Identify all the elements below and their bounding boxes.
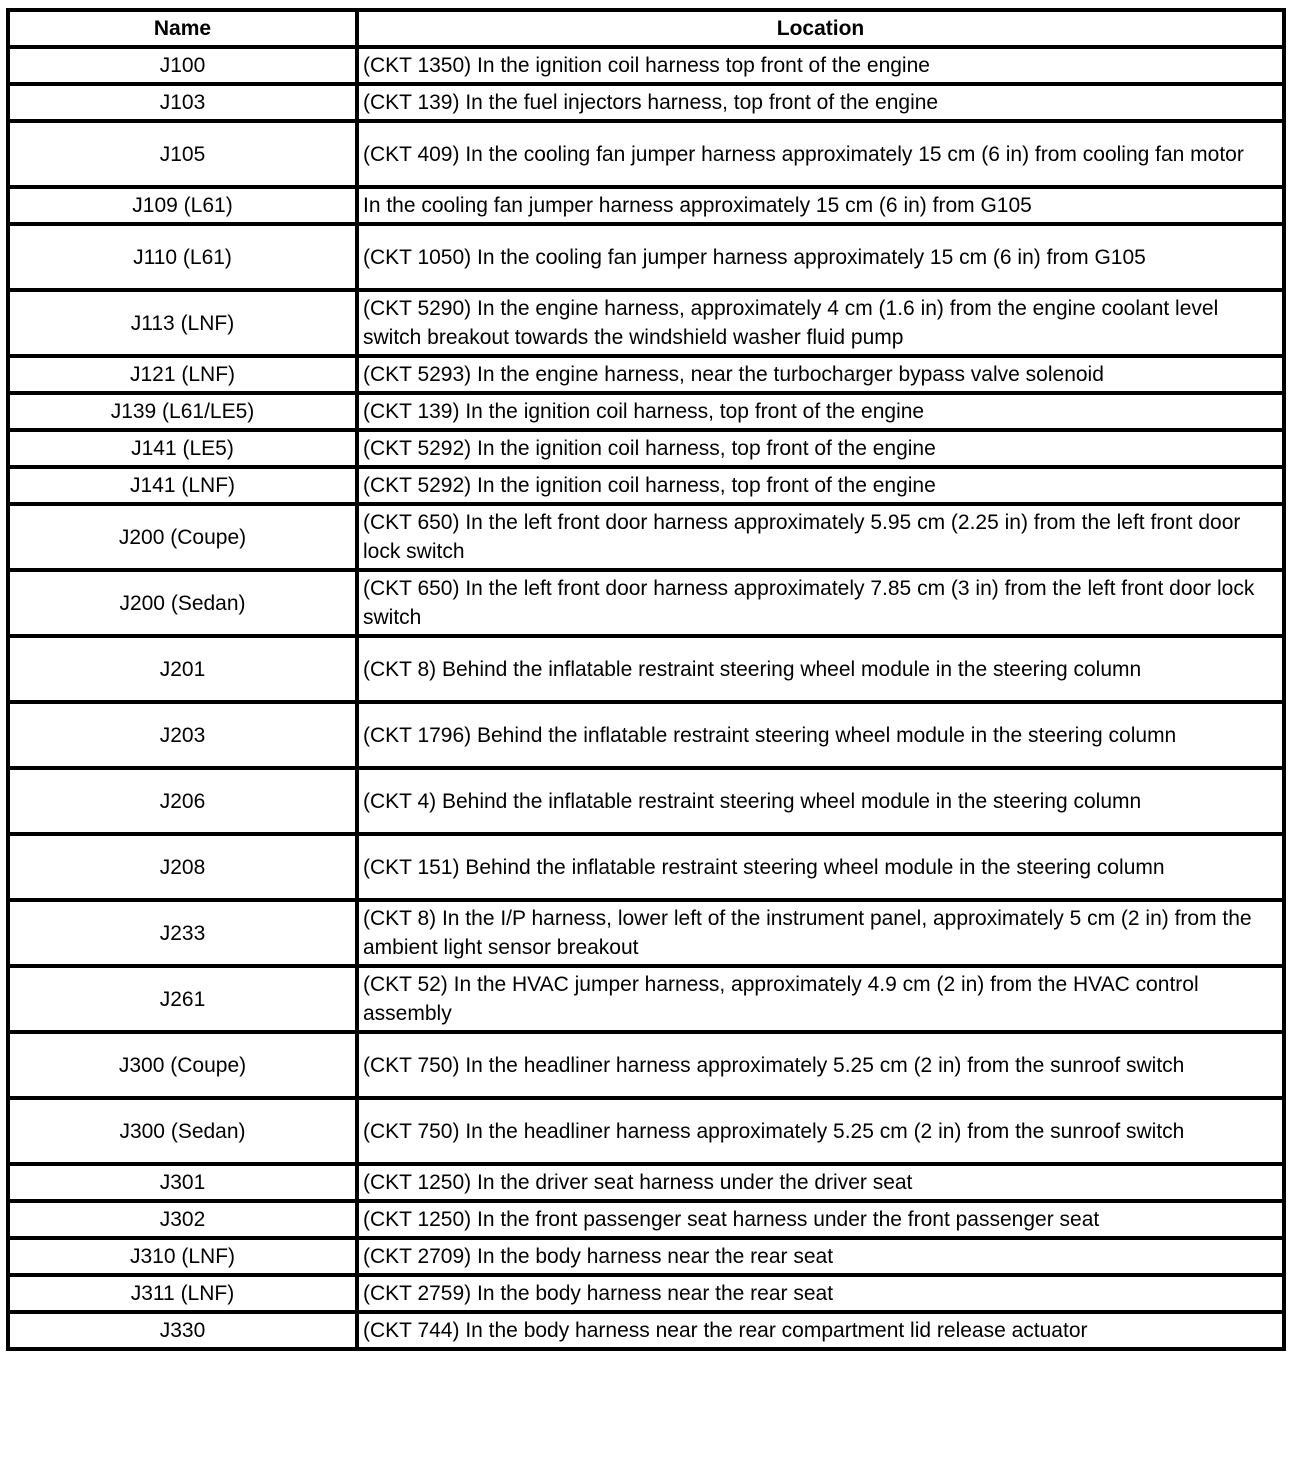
table-row — [8, 570, 1284, 636]
cell-location: (CKT 409) In the cooling fan jumper harness approximately 15 cm (6 in) from cooling fan motor — [357, 121, 1284, 187]
table-row — [8, 834, 1284, 900]
table-row — [8, 393, 1284, 430]
cell-location: (CKT 750) In the headliner harness approximately 5.25 cm (2 in) from the sunroof switch — [357, 1032, 1284, 1098]
cell-location: (CKT 2759) In the body harness near the rear seat — [357, 1275, 1284, 1312]
table-row — [8, 702, 1284, 768]
cell-location: In the cooling fan jumper harness approximately 15 cm (6 in) from G105 — [357, 187, 1284, 224]
cell-name: J121 (LNF) — [8, 356, 357, 393]
cell-name: J302 — [8, 1201, 357, 1238]
table-header-row — [8, 10, 1284, 47]
cell-name: J139 (L61/LE5) — [8, 393, 357, 430]
table-row — [8, 768, 1284, 834]
cell-location: (CKT 52) In the HVAC jumper harness, approximately 4.9 cm (2 in) from the HVAC control assembly — [357, 966, 1284, 1032]
column-header-location: Location — [357, 10, 1284, 47]
cell-name: J100 — [8, 47, 357, 84]
cell-location: (CKT 650) In the left front door harness approximately 7.85 cm (3 in) from the left front door lock switch — [357, 570, 1284, 636]
cell-name: J141 (LNF) — [8, 467, 357, 504]
cell-name: J233 — [8, 900, 357, 966]
cell-name: J141 (LE5) — [8, 430, 357, 467]
table-body — [8, 47, 1284, 1349]
cell-name: J200 (Coupe) — [8, 504, 357, 570]
cell-name: J310 (LNF) — [8, 1238, 357, 1275]
table-row — [8, 187, 1284, 224]
table-row — [8, 430, 1284, 467]
cell-name: J311 (LNF) — [8, 1275, 357, 1312]
cell-location: (CKT 139) In the ignition coil harness, top front of the engine — [357, 393, 1284, 430]
cell-location: (CKT 8) Behind the inflatable restraint steering wheel module in the steering column — [357, 636, 1284, 702]
cell-location: (CKT 5292) In the ignition coil harness, top front of the engine — [357, 467, 1284, 504]
cell-name: J261 — [8, 966, 357, 1032]
cell-location: (CKT 5292) In the ignition coil harness, top front of the engine — [357, 430, 1284, 467]
cell-location: (CKT 1250) In the front passenger seat harness under the front passenger seat — [357, 1201, 1284, 1238]
cell-name: J330 — [8, 1312, 357, 1349]
cell-name: J103 — [8, 84, 357, 121]
cell-location: (CKT 750) In the headliner harness approximately 5.25 cm (2 in) from the sunroof switch — [357, 1098, 1284, 1164]
table-row — [8, 1312, 1284, 1349]
cell-name: J105 — [8, 121, 357, 187]
table-row — [8, 900, 1284, 966]
table-row — [8, 1098, 1284, 1164]
table-row — [8, 1164, 1284, 1201]
table-row — [8, 1032, 1284, 1098]
table-row — [8, 1275, 1284, 1312]
cell-location: (CKT 139) In the fuel injectors harness, top front of the engine — [357, 84, 1284, 121]
table-row — [8, 966, 1284, 1032]
column-header-name: Name — [8, 10, 357, 47]
cell-location: (CKT 1350) In the ignition coil harness top front of the engine — [357, 47, 1284, 84]
cell-name: J300 (Sedan) — [8, 1098, 357, 1164]
table-row — [8, 504, 1284, 570]
splice-location-table — [6, 8, 1286, 1351]
cell-location: (CKT 1796) Behind the inflatable restraint steering wheel module in the steering column — [357, 702, 1284, 768]
cell-name: J200 (Sedan) — [8, 570, 357, 636]
table-row — [8, 1201, 1284, 1238]
cell-name: J113 (LNF) — [8, 290, 357, 356]
cell-name: J109 (L61) — [8, 187, 357, 224]
cell-location: (CKT 4) Behind the inflatable restraint steering wheel module in the steering column — [357, 768, 1284, 834]
table-row — [8, 84, 1284, 121]
cell-location: (CKT 5290) In the engine harness, approximately 4 cm (1.6 in) from the engine coolant level switch breakout towards the windshield washer fluid pump — [357, 290, 1284, 356]
cell-name: J201 — [8, 636, 357, 702]
table-row — [8, 356, 1284, 393]
table-row — [8, 1238, 1284, 1275]
cell-name: J203 — [8, 702, 357, 768]
cell-name: J208 — [8, 834, 357, 900]
splice-location-table-container — [6, 8, 1282, 1351]
table-row — [8, 224, 1284, 290]
cell-name: J110 (L61) — [8, 224, 357, 290]
table-row — [8, 467, 1284, 504]
cell-location: (CKT 1050) In the cooling fan jumper harness approximately 15 cm (6 in) from G105 — [357, 224, 1284, 290]
cell-name: J206 — [8, 768, 357, 834]
cell-location: (CKT 5293) In the engine harness, near the turbocharger bypass valve solenoid — [357, 356, 1284, 393]
table-row — [8, 47, 1284, 84]
cell-location: (CKT 2709) In the body harness near the rear seat — [357, 1238, 1284, 1275]
cell-location: (CKT 1250) In the driver seat harness under the driver seat — [357, 1164, 1284, 1201]
cell-location: (CKT 744) In the body harness near the rear compartment lid release actuator — [357, 1312, 1284, 1349]
cell-location: (CKT 151) Behind the inflatable restraint steering wheel module in the steering column — [357, 834, 1284, 900]
table-row — [8, 290, 1284, 356]
cell-name: J301 — [8, 1164, 357, 1201]
table-row — [8, 121, 1284, 187]
table-row — [8, 636, 1284, 702]
cell-location: (CKT 650) In the left front door harness approximately 5.95 cm (2.25 in) from the left front door lock switch — [357, 504, 1284, 570]
cell-name: J300 (Coupe) — [8, 1032, 357, 1098]
cell-location: (CKT 8) In the I/P harness, lower left of the instrument panel, approximately 5 cm (2 in) from the ambient light sensor breakout — [357, 900, 1284, 966]
